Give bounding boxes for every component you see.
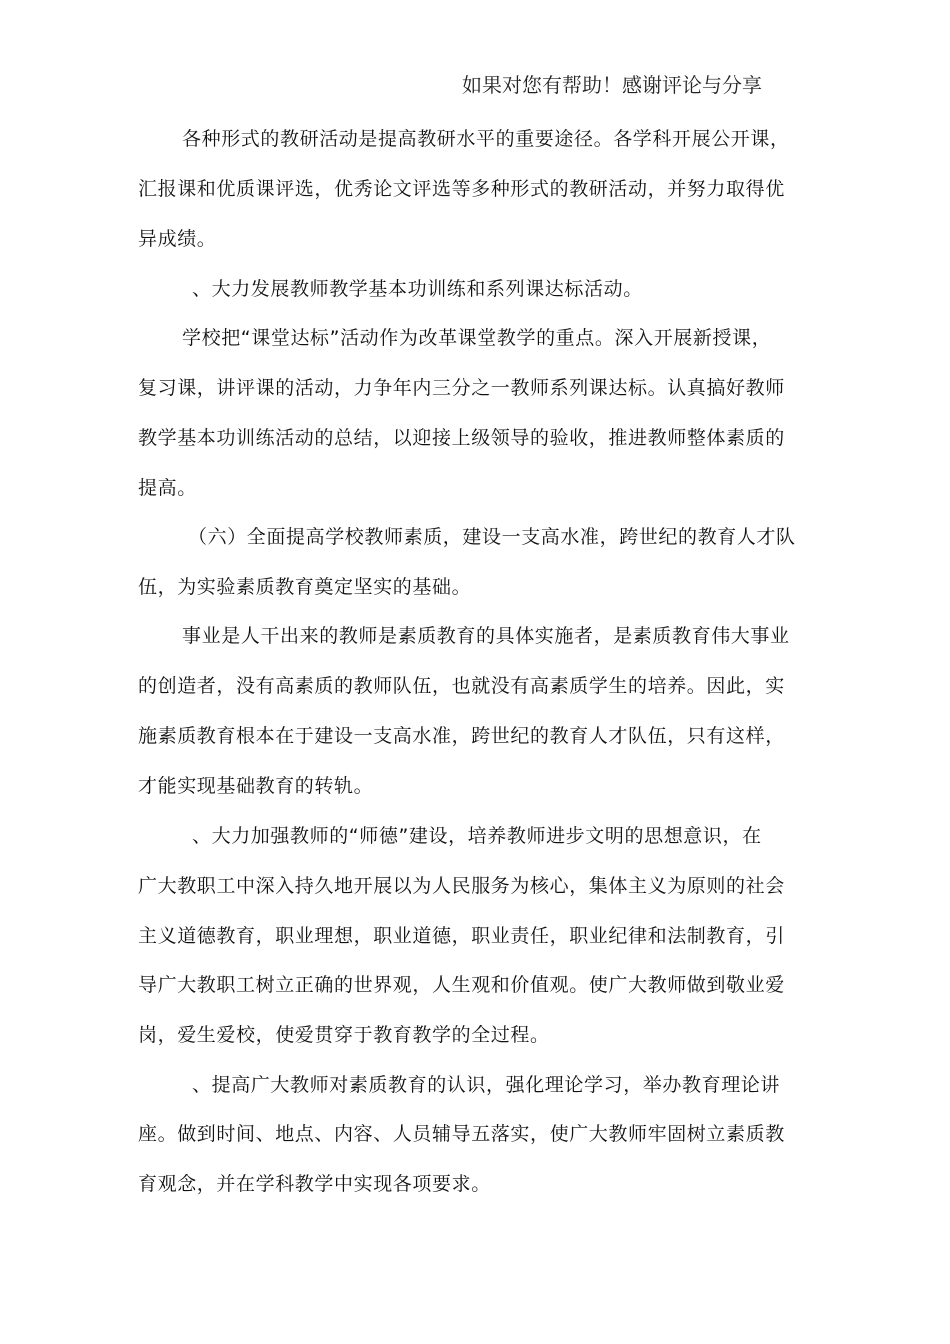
paragraph-line: 广大教职工中深入持久地开展以为人民服务为核心，集体主义为原则的社会 (138, 875, 785, 897)
paragraph-line: 复习课，讲评课的活动，力争年内三分之一教师系列课达标。认真搞好教师 (138, 377, 785, 399)
section-heading: （六）全面提高学校教师素质，建设一支高水准，跨世纪的教育人才队 (188, 526, 796, 548)
paragraph-line: 事业是人干出来的教师是素质教育的具体实施者，是素质教育伟大事业 (182, 625, 790, 647)
paragraph-line: 学校把“课堂达标”活动作为改革课堂教学的重点。深入开展新授课， (182, 327, 772, 349)
header-note: 如果对您有帮助！感谢评论与分享 (462, 73, 762, 97)
paragraph-line: 才能实现基础教育的转轨。 (138, 775, 374, 797)
paragraph-line: 岗，爱生爱校，使爱贯穿于教育教学的全过程。 (138, 1024, 550, 1046)
paragraph-line: 的创造者，没有高素质的教师队伍，也就没有高素质学生的培养。因此，实 (138, 675, 785, 697)
paragraph-line: 教学基本功训练活动的总结，以迎接上级领导的验收，推进教师整体素质的 (138, 427, 785, 449)
section-heading: 、大力发展教师教学基本功训练和系列课达标活动。 (192, 278, 643, 300)
paragraph-line: 施素质教育根本在于建设一支高水准，跨世纪的教育人才队伍，只有这样， (138, 725, 785, 747)
paragraph-line: 汇报课和优质课评选，优秀论文评选等多种形式的教研活动，并努力取得优 (138, 178, 785, 200)
paragraph-line: 导广大教职工树立正确的世界观，人生观和价值观。使广大教师做到敬业爱 (138, 974, 785, 996)
paragraph-line: 伍，为实验素质教育奠定坚实的基础。 (138, 576, 472, 598)
paragraph-line: 育观念，并在学科教学中实现各项要求。 (138, 1173, 491, 1195)
paragraph-line: 各种形式的教研活动是提高教研水平的重要途径。各学科开展公开课， (182, 128, 790, 150)
paragraph-line: 主义道德教育，职业理想，职业道德，职业责任，职业纪律和法制教育，引 (138, 925, 785, 947)
paragraph-line: 异成绩。 (138, 228, 217, 250)
section-heading: 、大力加强教师的“师德”建设，培养教师进步文明的思想意识，在 (192, 825, 762, 847)
section-heading: 、提高广大教师对素质教育的认识，强化理论学习，举办教育理论讲 (192, 1074, 781, 1096)
paragraph-line: 座。做到时间、地点、内容、人员辅导五落实，使广大教师牢固树立素质教 (138, 1123, 785, 1145)
paragraph-line: 提高。 (138, 477, 197, 499)
